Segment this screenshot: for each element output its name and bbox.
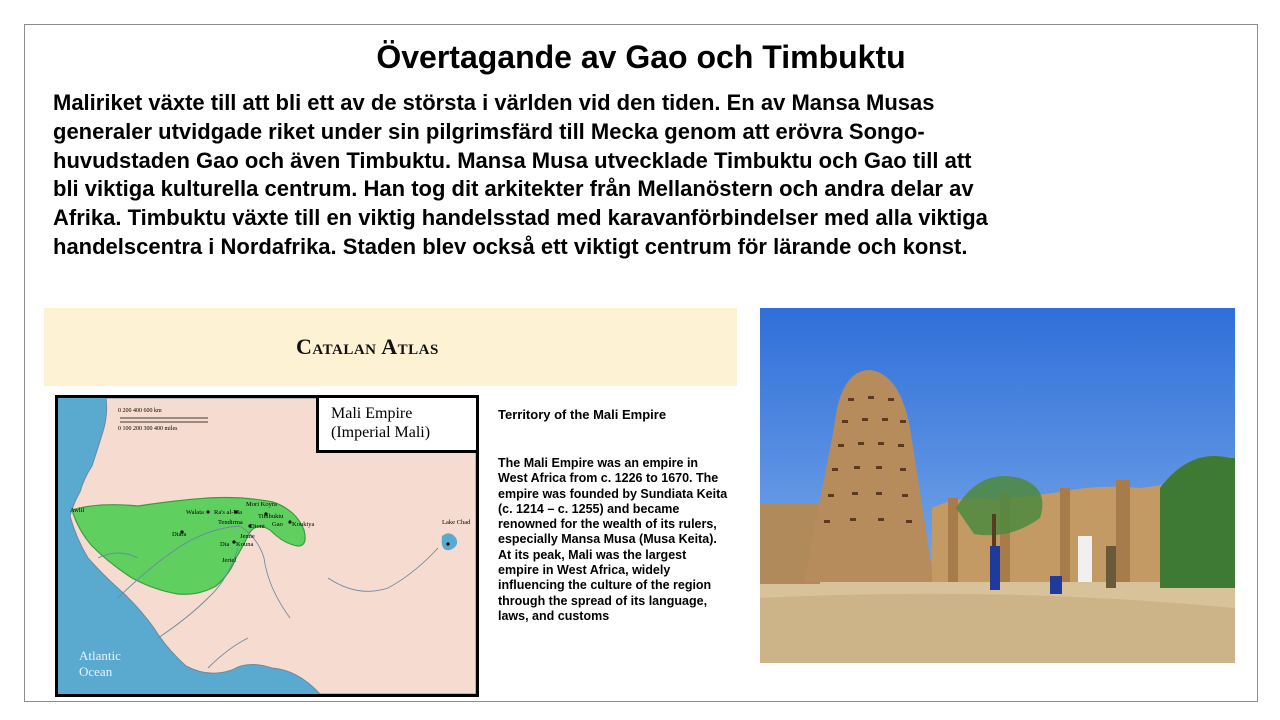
ground-shadow — [760, 594, 1235, 663]
ocean-label — [79, 648, 121, 680]
city-label: Awlil — [70, 507, 85, 514]
city-label: Jenne — [240, 533, 255, 540]
body-line: generaler utvidgade riket under sin pilgrimsfärd till Mecka genom att erövra Songo- — [53, 118, 925, 144]
city-label: Dia — [220, 541, 230, 548]
city-label: Tendirma — [218, 519, 243, 526]
scale-miles-label: 0 100 200 300 400 miles — [118, 426, 178, 432]
photo-graphic — [760, 308, 1235, 663]
lake-label: Lake Chad — [442, 519, 471, 526]
city-label: Mori Koyra — [246, 501, 277, 508]
city-label: Gao — [272, 521, 283, 528]
city-label: Walata — [186, 509, 204, 516]
city-label: Jeriel — [222, 557, 237, 564]
body-line: huvudstaden Gao och även Timbuktu. Mansa Musa utvecklade Timbuktu och Gao till att — [53, 147, 972, 173]
scale-km-label: 0 200 400 600 km — [118, 408, 162, 414]
body-line: Afrika. Timbuktu växte till en viktig handelsstad med karavanförbindelser med alla viktiga — [53, 205, 988, 231]
mali-empire-map — [55, 395, 479, 697]
body-line: handelscentra i Nordafrika. Staden blev också ett viktigt centrum för lärande och konst. — [53, 233, 968, 259]
slide-title: Övertagande av Gao och Timbuktu — [376, 39, 906, 75]
map-title-line: (Imperial Mali) — [331, 424, 431, 441]
caption-heading: Territory of the Mali Empire — [498, 407, 667, 422]
catalan-atlas-label: Catalan Atlas — [296, 334, 439, 359]
body-line: Maliriket växte till att bli ett av de största i världen vid den tiden. En av Mansa Musas — [53, 90, 935, 115]
ocean-label-line: Ocean — [79, 664, 113, 679]
city-label: Koukiya — [292, 521, 315, 528]
city-label: Diara — [172, 531, 187, 538]
slide — [24, 24, 1258, 702]
city-label: Ra's al-Ma — [214, 509, 243, 516]
city-label: Timbuktu — [258, 513, 284, 520]
city-label: Dioni — [250, 523, 265, 530]
right-tree — [1160, 456, 1235, 588]
map-title-box — [316, 398, 476, 453]
ocean-label-line: Atlantic — [79, 648, 121, 663]
catalan-atlas-banner — [44, 308, 737, 386]
map-title-line: Mali Empire — [331, 405, 413, 422]
body-line: bli viktiga kulturella centrum. Han tog dit arkitekter från Mellanöstern och andra delar av — [53, 176, 974, 202]
city-label: Kouna — [236, 541, 254, 548]
map-title — [331, 404, 430, 442]
timbuktu-mosque-photo — [760, 308, 1235, 663]
caption-text: The Mali Empire was an empire in West Africa from c. 1226 to 1670. The empire was founded by Sundiata Keita (c. 1214 – c. 1255) and became renowned for the wealth of its rulers, especially Mansa Musa (Musa Keita). At its peak, Mali was the largest empire in West Africa, widely influencing the culture of the region through the spread of its language, laws, and customs — [498, 456, 728, 623]
slide-body-text — [53, 89, 1253, 262]
